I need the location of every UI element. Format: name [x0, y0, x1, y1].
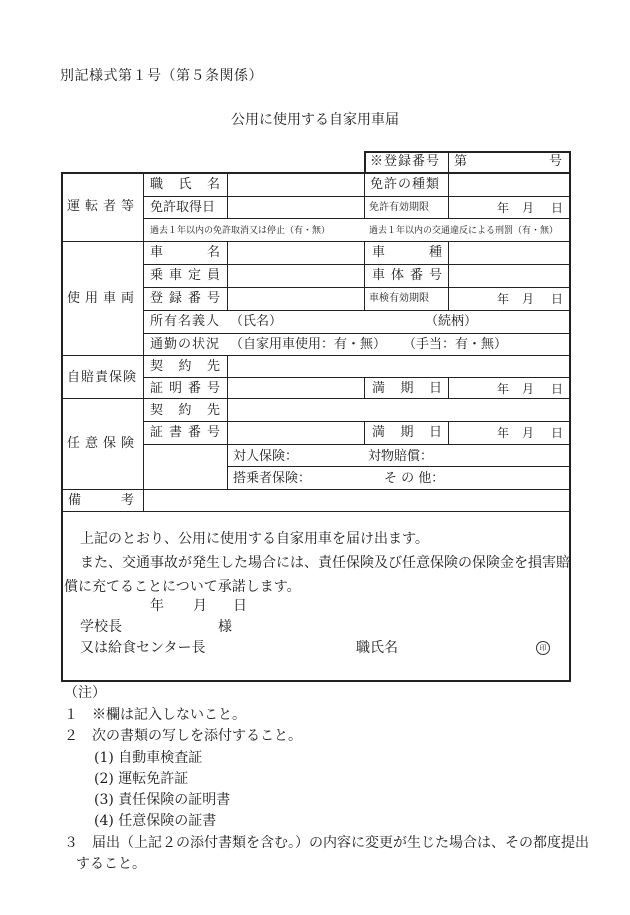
- column-divider: [227, 241, 228, 310]
- column-divider: [364, 377, 365, 399]
- column-divider: [364, 421, 365, 445]
- attachment-item: (1) 自動車検査証: [94, 750, 203, 766]
- honorific: 様: [218, 619, 232, 635]
- owner-relation-field: （続柄）: [425, 314, 478, 329]
- chassis-number-label: 車 体 番 号: [372, 268, 442, 283]
- column-divider: [364, 172, 365, 219]
- license-expiry-label: 免許有効期限: [369, 202, 429, 213]
- table-border: [448, 151, 449, 174]
- compulsory-cert-number-label: 証 明 番 号: [150, 381, 220, 396]
- row-divider: [143, 264, 571, 265]
- registration-number-label: ※登録番号: [370, 154, 441, 169]
- note-3: ３ 届出（上記２の添付書類を含む。）の内容に変更が生じた場合は、その都度提出: [64, 835, 589, 851]
- column-divider: [227, 355, 228, 467]
- plate-number-label: 登 録 番 号: [150, 291, 220, 306]
- row-divider: [61, 489, 571, 490]
- bodily-injury-coverage: 対人保険：: [233, 449, 299, 464]
- driver-name-label: 職 氏 名: [150, 177, 220, 192]
- traffic-penalty-note: 過去１年以内の交通違反による刑罰（有・無）: [369, 226, 559, 236]
- voluntary-expiry-year: 年: [497, 426, 510, 440]
- table-border: [569, 151, 571, 682]
- date-month: 月: [193, 598, 207, 614]
- inspection-expiry-day: 日: [551, 292, 564, 306]
- registration-number-prefix: 第: [454, 154, 468, 169]
- voluntary-policy-number-label: 証 書 番 号: [150, 425, 220, 440]
- column-divider: [448, 241, 449, 310]
- document-title: 公用に使用する自家用車届: [231, 112, 399, 128]
- voluntary-expiry-label: 満 期 日: [372, 425, 442, 440]
- row-divider: [61, 398, 571, 399]
- note-1: １ ※欄は記入しないこと。: [64, 707, 246, 723]
- column-divider: [364, 241, 365, 310]
- seal-mark: 印: [536, 641, 550, 655]
- passenger-coverage: 搭乗者保険：: [233, 471, 312, 486]
- voluntary-contractor-label: 契 約 先: [150, 403, 220, 418]
- row-divider: [143, 196, 571, 197]
- commute-allowance: （手当：有・無）: [403, 337, 508, 352]
- vehicle-section-label: 使用車両: [67, 291, 140, 306]
- property-damage-coverage: 対物賠償：: [368, 449, 434, 464]
- commute-label: 通勤の状況: [150, 337, 221, 352]
- voluntary-expiry-month: 月: [522, 426, 535, 440]
- table-border: [61, 172, 571, 174]
- license-acquired-label: 免許取得日: [150, 200, 216, 215]
- table-border: [364, 151, 571, 153]
- voluntary-insurance-label: 任意保険: [67, 436, 140, 451]
- remarks-label: 備 考: [68, 493, 134, 508]
- license-expiry-day: 日: [551, 201, 564, 215]
- other-coverage: そ の 他：: [384, 471, 445, 486]
- row-divider: [61, 355, 571, 356]
- vehicle-type-label: 車 種: [372, 245, 442, 260]
- commute-car-use: （自家用車使用：有・無）: [230, 337, 387, 352]
- inspection-expiry-month: 月: [522, 292, 535, 306]
- compulsory-expiry-day: 日: [551, 382, 564, 396]
- column-divider: [227, 172, 228, 219]
- column-divider: [448, 377, 449, 399]
- license-expiry-month: 月: [522, 201, 535, 215]
- table-border: [61, 680, 571, 682]
- notes-heading: （注）: [64, 685, 106, 701]
- column-divider: [448, 172, 449, 219]
- vehicle-name-label: 車 名: [150, 245, 220, 260]
- table-border: [61, 172, 63, 682]
- registration-number-suffix: 号: [549, 154, 563, 169]
- column-divider: [143, 172, 144, 512]
- revocation-note: 過去１年以内の免許取消又は停止（有・無）: [150, 226, 331, 236]
- date-day: 日: [233, 598, 247, 614]
- statement-line-1: 上記のとおり、公用に使用する自家用車を届け出ます。: [80, 531, 429, 547]
- row-divider: [227, 466, 571, 467]
- row-divider: [143, 218, 571, 219]
- inspection-expiry-label: 車検有効期限: [369, 293, 429, 304]
- compulsory-expiry-month: 月: [522, 382, 535, 396]
- owner-label: 所有名義人: [150, 314, 221, 329]
- attachment-item: (4) 任意保険の証書: [94, 813, 217, 829]
- form-number: 別記様式第１号（第５条関係）: [60, 68, 263, 84]
- row-divider: [143, 310, 571, 311]
- license-type-label: 免許の種類: [370, 177, 441, 192]
- attachment-item: (2) 運転免許証: [94, 771, 189, 787]
- row-divider: [143, 333, 571, 334]
- date-year: 年: [150, 598, 164, 614]
- center-head-addressee: 又は給食センター長: [80, 640, 206, 656]
- voluntary-expiry-day: 日: [551, 426, 564, 440]
- license-expiry-year: 年: [497, 201, 510, 215]
- compulsory-insurance-label: 自賠責保険: [67, 370, 138, 385]
- attachment-item: (3) 責任保険の証明書: [94, 792, 231, 808]
- row-divider: [61, 241, 571, 242]
- driver-section-label: 運転者等: [67, 199, 140, 214]
- row-divider: [143, 287, 571, 288]
- compulsory-expiry-label: 満 期 日: [372, 381, 442, 396]
- column-divider: [448, 421, 449, 445]
- row-divider: [61, 511, 571, 512]
- seating-capacity-label: 乗 車 定 員: [150, 268, 220, 283]
- row-divider: [143, 444, 571, 445]
- compulsory-expiry-year: 年: [497, 382, 510, 396]
- inspection-expiry-year: 年: [497, 292, 510, 306]
- signer-label: 職氏名: [356, 640, 398, 656]
- statement-line-3: 償に充てることについて承諾します。: [64, 579, 301, 595]
- note-2: ２ 次の書類の写しを添付すること。: [64, 728, 302, 744]
- table-border: [364, 151, 366, 174]
- row-divider: [143, 377, 571, 378]
- column-divider: [227, 466, 228, 490]
- owner-name-field: （氏名）: [230, 314, 283, 329]
- note-3-continued: すること。: [76, 856, 146, 872]
- compulsory-contractor-label: 契 約 先: [150, 359, 220, 374]
- principal-addressee: 学校長: [80, 619, 122, 635]
- row-divider: [143, 421, 571, 422]
- statement-line-2: また、交通事故が発生した場合には、責任保険及び任意保険の保険金を損害賠: [80, 555, 570, 571]
